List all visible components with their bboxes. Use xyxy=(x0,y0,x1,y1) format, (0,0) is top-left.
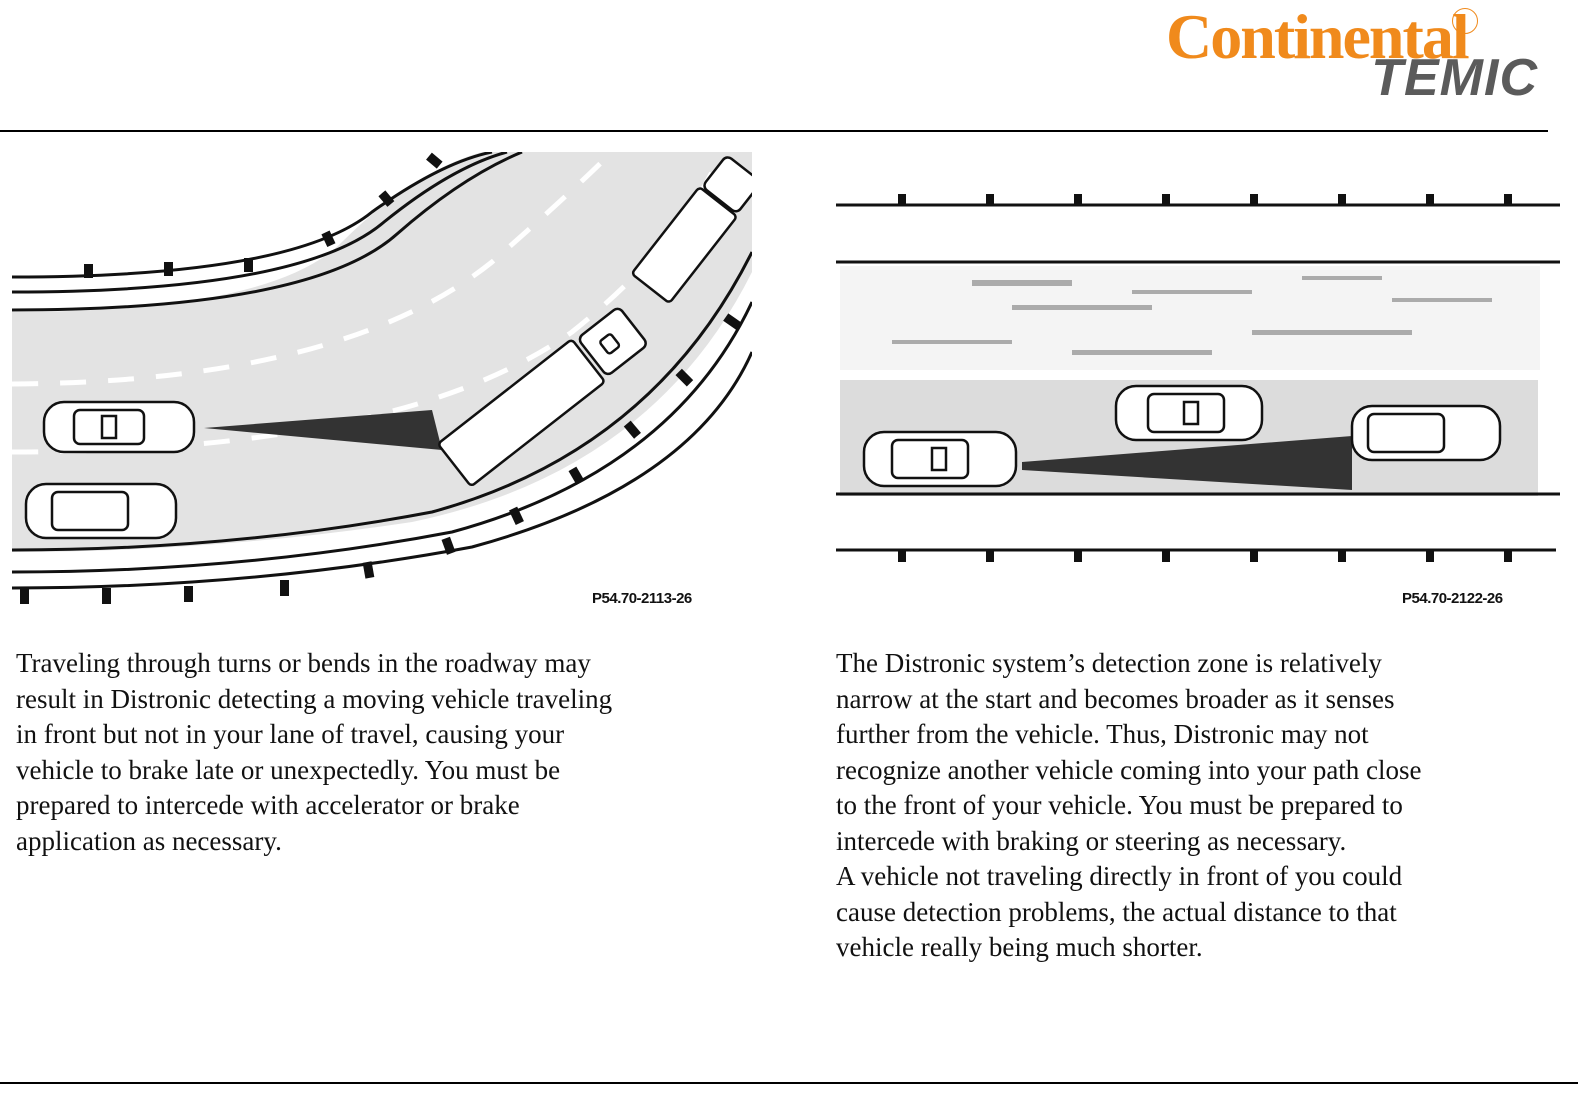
caption-line: intercede with braking or steering as necessary. xyxy=(836,825,1347,856)
straight-road-drawing xyxy=(832,180,1562,612)
caption-line: A vehicle not traveling directly in front of you could xyxy=(836,861,1403,891)
caption-line: application as necessary. xyxy=(16,825,282,856)
figure-straight-illustration xyxy=(832,180,1562,612)
header-divider xyxy=(0,130,1548,132)
figure-code: P54.70-2122-26 xyxy=(1402,590,1503,607)
caption-line: recognize another vehicle coming into your path close xyxy=(836,754,1422,785)
caption-line: further from the vehicle. Thus, Distronic may not xyxy=(836,719,1369,749)
brand-logo xyxy=(1150,0,1550,110)
caption-right xyxy=(836,646,1566,966)
caption-line: narrow at the start and becomes broader as it senses xyxy=(836,683,1395,714)
brand-emblem-icon xyxy=(1452,8,1478,34)
caption-line: in front but not in your lane of travel, causing your xyxy=(16,719,565,749)
footer-divider xyxy=(0,1082,1578,1084)
caption-line: prepared to intercede with accelerator or brake xyxy=(16,790,520,820)
brand-subtitle: TEMIC xyxy=(1371,49,1538,107)
caption-line: cause detection problems, the actual distance to that xyxy=(836,896,1397,927)
brand-name: Continental xyxy=(1166,1,1468,72)
caption-line: to the front of your vehicle. You must be prepared to xyxy=(836,790,1403,820)
figure-code: P54.70-2113-26 xyxy=(592,590,692,607)
caption-line: vehicle to brake late or unexpectedly. You must be xyxy=(16,754,561,785)
curve-road-drawing xyxy=(12,152,752,612)
caption-line: Traveling through turns or bends in the roadway may xyxy=(16,648,591,678)
caption-left xyxy=(16,646,776,859)
caption-line: The Distronic system’s detection zone is relatively xyxy=(836,648,1382,678)
caption-line: result in Distronic detecting a moving vehicle traveling xyxy=(16,683,613,714)
caption-line: vehicle really being much shorter. xyxy=(836,932,1203,962)
figure-curve-illustration xyxy=(12,152,752,612)
